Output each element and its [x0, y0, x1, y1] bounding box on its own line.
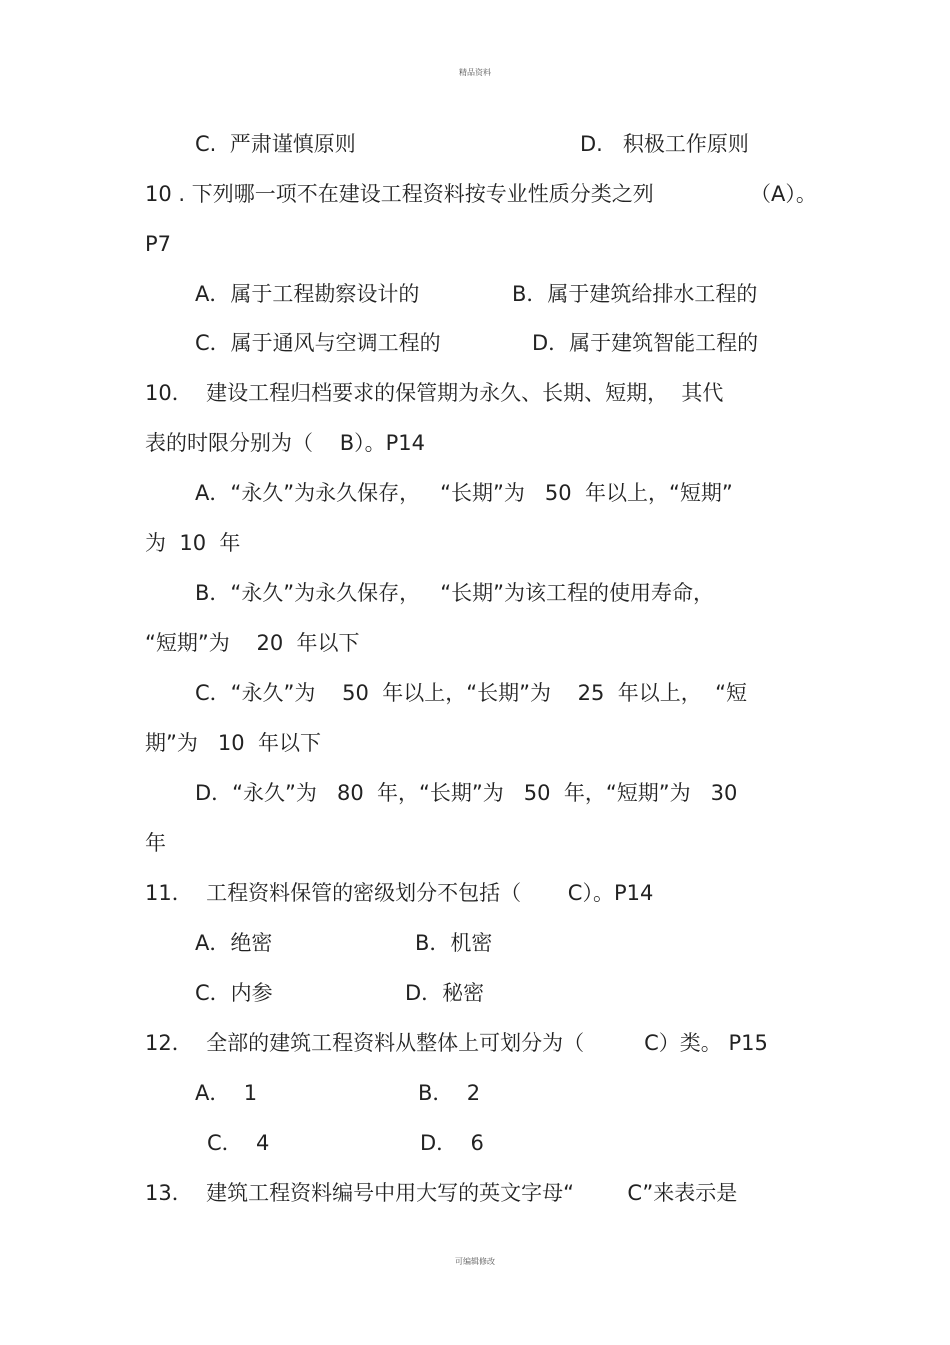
option-c-q10b: C．“永久”为 50 年以上，“长期”为 25 年以上， “短	[195, 681, 747, 705]
option-d-q10b: D．“永久”为 80 年，“长期”为 50 年，“短期”为 30	[195, 781, 738, 805]
option-d-q11: D．秘密	[405, 981, 485, 1005]
option-d-q10a: D．属于建筑智能工程的	[532, 331, 759, 355]
option-d-q9: D. 积极工作原则	[580, 132, 749, 156]
question-12-text: 12． 全部的建筑工程资料从整体上可划分为（ C）类。 P15	[145, 1031, 768, 1055]
option-b-q12: B． 2	[418, 1081, 481, 1105]
option-c-q9: C. 严肃谨慎原则	[195, 132, 356, 156]
option-a-q10b-cont: 为 10 年	[145, 531, 241, 555]
question-11-text: 11． 工程资料保管的密级划分不包括（ C）。P14	[145, 881, 654, 905]
option-d-q12: D． 6	[420, 1131, 484, 1155]
question-10a-page: P7	[145, 232, 172, 256]
question-10a-text: 10 . 下列哪一项不在建设工程资料按专业性质分类之列	[145, 182, 654, 206]
option-c-q10b-cont: 期”为 10 年以下	[145, 731, 321, 755]
question-10b-text: 10． 建设工程归档要求的保管期为永久、长期、短期， 其代	[145, 381, 724, 405]
option-b-q11: B．机密	[415, 931, 493, 955]
option-a-q10a: A．属于工程勘察设计的	[195, 282, 420, 306]
option-c-q10a: C．属于通风与空调工程的	[195, 331, 441, 355]
option-c-q12: C． 4	[207, 1131, 270, 1155]
option-d-q10b-cont: 年	[145, 831, 166, 855]
question-10a-answer: （A）。	[750, 182, 817, 206]
option-b-q10a: B．属于建筑给排水工程的	[512, 282, 758, 306]
question-10b-text-cont: 表的时限分别为（ B）。P14	[145, 431, 425, 455]
option-c-q11: C．内参	[195, 981, 273, 1005]
page-header: 精品资料	[459, 68, 491, 77]
option-b-q10b-cont: “短期”为 20 年以下	[145, 631, 360, 655]
page-footer: 可编辑修改	[455, 1257, 495, 1266]
option-b-q10b: B．“永久”为永久保存， “长期”为该工程的使用寿命，	[195, 581, 714, 605]
option-a-q10b: A．“永久”为永久保存， “长期”为 50 年以上，“短期”	[195, 481, 733, 505]
option-a-q12: A． 1	[195, 1081, 258, 1105]
question-13-text: 13． 建筑工程资料编号中用大写的英文字母“ C”来表示是	[145, 1181, 738, 1205]
option-a-q11: A．绝密	[195, 931, 273, 955]
